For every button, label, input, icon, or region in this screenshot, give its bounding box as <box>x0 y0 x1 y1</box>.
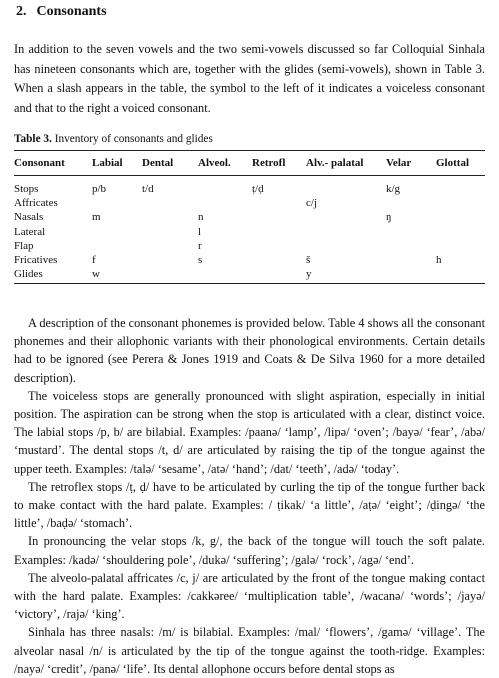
table-cell: Flap <box>14 239 34 252</box>
table-cell <box>306 225 386 239</box>
paragraph: The retroflex stops /ṭ, ḍ/ have to be articulated by curling the tip of the tongue further back to make contact with the hard palate. Examples: / ṭikak/ ‘a little’, /aṭə/ ‘eight’; /ḍingə/ ‘the little’, /baḍə/ ‘stomach’. <box>14 479 485 531</box>
table-cell <box>386 196 436 210</box>
header-consonant: Consonant <box>14 151 92 176</box>
paragraph: A description of the consonant phonemes is provided below. Table 4 shows all the consonant phonemes and their allophonic variants with their phonological environments. Certain details had to be ignored (see Perera & Jones 1919 and Coats & De Silva 1960 for a more detailed description). <box>14 316 485 385</box>
table-cell <box>436 196 485 210</box>
table-caption <box>14 133 213 145</box>
table-cell: Affricates <box>14 197 58 210</box>
table-cell: c/j <box>306 197 317 210</box>
table-cell: Stops <box>14 183 39 195</box>
table-row <box>14 176 485 197</box>
table-cell <box>198 176 252 197</box>
table-cell <box>436 239 485 253</box>
table-cell: Nasals <box>14 211 44 224</box>
table-row <box>14 267 485 284</box>
table-cell <box>252 253 306 267</box>
table-cell: y <box>306 268 312 281</box>
table-row <box>14 225 485 239</box>
table-cell <box>436 176 485 197</box>
table-cell <box>386 267 436 284</box>
table-cell: t/d <box>142 183 154 195</box>
table-cell <box>142 196 198 210</box>
table-cell <box>252 196 306 210</box>
table-cell <box>306 176 386 197</box>
table-cell <box>252 267 306 284</box>
header-dental: Dental <box>142 151 198 176</box>
table-cell <box>142 267 198 284</box>
table-cell <box>306 210 386 224</box>
table-cell <box>436 225 485 239</box>
table-cell: l <box>198 225 202 238</box>
paragraph: In pronouncing the velar stops /k, g/, the back of the tongue will touch the soft palate. Examples: /kadə/ ‘shouldering pole’, /dukə/ ‘suffering’; /galə/ ‘rock’, /agə/ ‘end’. <box>14 534 485 567</box>
table-cell: ŋ <box>386 211 392 224</box>
table-caption-label: Table 3. <box>14 133 52 145</box>
table-cell: h <box>436 254 442 267</box>
table-cell <box>198 196 252 210</box>
table-cell <box>92 225 142 239</box>
header-glottal: Glottal <box>436 151 485 176</box>
table-cell <box>436 267 485 284</box>
table-cell: Fricatives <box>14 254 58 267</box>
table-cell: Lateral <box>14 225 46 238</box>
header-alveolar: Alveol. <box>198 151 252 176</box>
table-cell: f <box>92 254 96 267</box>
header-velar: Velar <box>386 151 436 176</box>
header-labial: Labial <box>92 151 142 176</box>
table-cell: ṭ/ḍ <box>252 183 264 195</box>
table-cell: Glides <box>14 268 43 281</box>
table-header-row <box>14 151 485 176</box>
table-cell: n <box>198 211 204 224</box>
table-cell: p/b <box>92 183 107 195</box>
table-cell <box>142 239 198 253</box>
table-cell: w <box>92 268 100 281</box>
table-caption-text: Inventory of consonants and glides <box>54 133 213 145</box>
table-cell <box>306 239 386 253</box>
table-cell <box>386 239 436 253</box>
table-cell <box>252 225 306 239</box>
table-cell: k/g <box>386 183 401 195</box>
intro-paragraph: In addition to the seven vowels and the two semi-vowels discussed so far Colloquial Sinhala has nineteen consonants which are, together with the glides (semi-vowels), shown in Table 3. When a slash appears in the table, the symbol to the left of it indicates a voiceless consonant and that to the right a voiced consonant. <box>14 42 485 115</box>
table-row <box>14 239 485 253</box>
table-cell: r <box>198 239 202 252</box>
table-cell <box>198 267 252 284</box>
table-row <box>14 253 485 267</box>
header-alveo-palatal: Alv.- palatal <box>306 151 386 176</box>
section-heading <box>16 4 107 20</box>
table-cell <box>252 239 306 253</box>
table-cell <box>386 225 436 239</box>
table-cell: s <box>198 254 203 267</box>
consonant-table <box>14 150 485 284</box>
header-retroflex: Retrofl <box>252 151 306 176</box>
table-cell <box>92 196 142 210</box>
table-cell <box>252 210 306 224</box>
table-row <box>14 196 485 210</box>
table-cell <box>142 253 198 267</box>
paragraph: Sinhala has three nasals: /m/ is bilabial. Examples: /mal/ ‘flowers’, /gamə/ ‘village’. The alveolar nasal /n/ is articulated by the tip of the tongue against the tooth-ridge. Examples: /nayə/ ‘credit’, /panə/ ‘life’. Its dental allophone occurs before dental stops as <box>14 625 485 676</box>
body-text <box>14 314 485 678</box>
table-cell <box>142 210 198 224</box>
paragraph: The alveolo-palatal affricates /c, j/ are articulated by the front of the tongue making contact with the hard palate. Examples: /cakkəree/ ‘multiplication table’, /wacanə/ ‘words’; /jayə/ ‘victory’, /rajə/ ‘king’. <box>14 570 485 622</box>
paragraph: The voiceless stops are generally pronounced with slight aspiration, especially in initial position. The aspiration can be strong when the stop is articulated with a clear, distinct voice. The labial stops /p, b/ are bilabial. Examples: /paanə/ ‘lamp’, /lipə/ ‘oven’; /bayə/ ‘fear’, /abə/ ‘mustard’. The dental stops /t, d/ are articulated by raising the tip of the tongue against the upper teeth. Examples: /talə/ ‘sesame’, /atə/ ‘hand’; /dat/ ‘teeth’, /adə/ ‘today’. <box>14 388 485 476</box>
table-row <box>14 210 485 224</box>
table-cell <box>386 253 436 267</box>
table-cell <box>92 239 142 253</box>
section-title: Consonants <box>36 4 107 19</box>
table-cell <box>142 225 198 239</box>
section-number: 2. <box>16 4 27 19</box>
table-cell: m <box>92 211 101 224</box>
table-cell <box>436 210 485 224</box>
table-cell: š <box>306 254 311 267</box>
